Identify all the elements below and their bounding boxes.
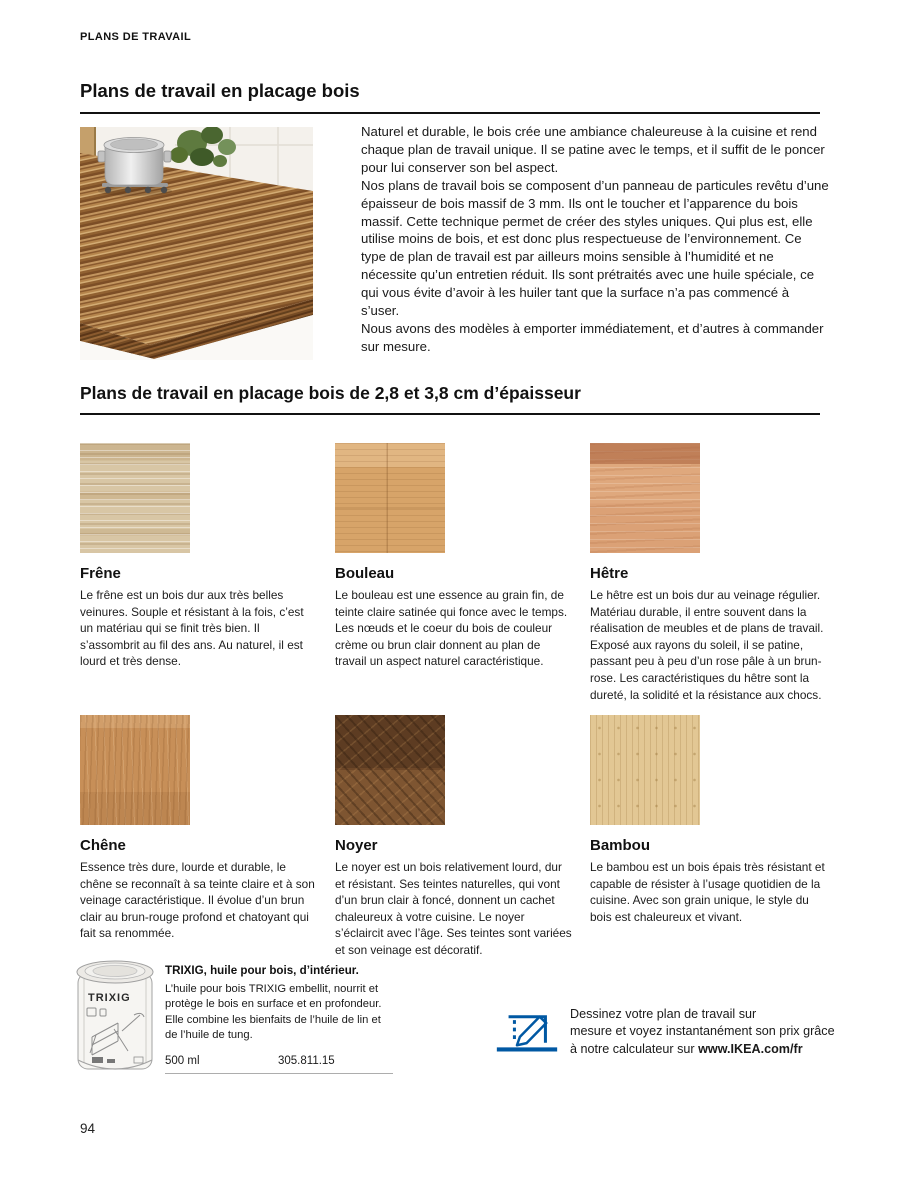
wood-description: Le bambou est un bois épais très résistant et capable de résister à l’usage quotidien de la cuisine. Avec son grain unique, le style du bois est chaleureux et vivant. <box>590 860 825 924</box>
wood-card-bambou <box>590 715 825 959</box>
intro-paragraph: Nos plans de travail bois se composent d’un panneau de particules revêtu d’une épaisseur de bois massif de 3 mm. Ils ont le toucher et l’apparence du bois massif. Cette technique permet de créer des styles uniques. Qui plus est, elle utilise moins de bois, et est donc plus respectueuse de l’environnement. Ce type de plan de travail est par ailleurs moins sensible à l’humidité et ne nécessite qu’un entretien réduit. Ils sont prétraités avec une huile spéciale, ce qui vous évite d’avoir à les huiler tant que la surface n’a pas commencé à s’user. <box>361 177 829 319</box>
wood-description: Le frêne est un bois dur aux très belles veinures. Souple et résistant à la fois, c’est un matériau qui se finit très bien. Il s’assombrit au fil des ans. Au naturel, il est lourd et très dense. <box>80 588 304 669</box>
wood-name: Chêne <box>80 837 126 854</box>
page-kicker: PLANS DE TRAVAIL <box>80 31 192 43</box>
cta-line <box>570 1041 862 1058</box>
intro-text <box>361 123 829 356</box>
intro-paragraph: Nous avons des modèles à emporter immédiatement, et d’autres à commander sur mesure. <box>361 320 824 354</box>
birch-wood-swatch <box>335 443 445 553</box>
wood-description: Essence très dure, lourde et durable, le chêne se reconnaît à sa teinte claire et à son veinage caractéristique. Il évolue d’un brun clair au brun-rouge profond et chatoyant qui fait sa renommée. <box>80 860 315 941</box>
cta-line-prefix: à notre calculateur sur <box>570 1041 695 1056</box>
wood-card-chene <box>80 715 315 959</box>
trixig-product-block <box>165 964 393 1074</box>
wood-card-noyer <box>335 715 570 959</box>
beech-wood-swatch <box>590 443 700 553</box>
steel-pot <box>98 138 171 186</box>
ikea-url-link[interactable]: www.IKEA.com/fr <box>698 1041 803 1056</box>
cta-line: Dessinez votre plan de travail sur <box>570 1007 757 1021</box>
wood-name: Bambou <box>590 837 650 854</box>
can-brand-label: TRIXIG <box>88 992 131 1004</box>
wood-name: Hêtre <box>590 565 629 582</box>
intro-title-block <box>80 80 820 114</box>
product-article-number: 305.811.15 <box>278 1055 335 1068</box>
cta-line: mesure et voyez instantanément son prix grâce <box>570 1024 835 1039</box>
wood-row-2 <box>80 715 825 959</box>
product-size: 500 ml <box>165 1055 200 1068</box>
ash-wood-swatch <box>80 443 190 553</box>
wood-row-1 <box>80 443 825 703</box>
calculator-cta <box>570 1006 862 1058</box>
pencil-drawing-icon <box>496 1007 558 1060</box>
wood-card-hetre <box>590 443 825 703</box>
oil-can-illustration <box>74 957 156 1079</box>
wood-name: Bouleau <box>335 565 395 582</box>
wood-description: Le bouleau est une essence au grain fin, de teinte claire satinée qui fonce avec le temps. Les nœuds et le coeur du bois de couleur crème ou brun clair donnent au plan de travail un aspect naturel caractéristique. <box>335 588 568 669</box>
bamboo-wood-swatch <box>590 715 700 825</box>
page-title: Plans de travail en placage bois <box>80 80 360 101</box>
walnut-wood-swatch <box>335 715 445 825</box>
intro-paragraph: Naturel et durable, le bois crée une ambiance chaleureuse à la cuisine et rend chaque plan de travail unique. Il se patine avec le temps, et il suffit de le poncer pour lui conserver son bel aspect. <box>361 124 825 175</box>
wood-name: Frêne <box>80 565 121 582</box>
product-size-article-row <box>165 1055 393 1074</box>
worktop-photo-illustration <box>80 127 313 360</box>
product-description: L’huile pour bois TRIXIG embellit, nourrit et protège le bois en surface et en profondeur. Elle combine les bienfaits de l’huile de lin et de l’huile de tung. <box>165 983 382 1041</box>
wood-name: Noyer <box>335 837 378 854</box>
wood-description: Le hêtre est un bois dur au veinage régulier. Matériau durable, il entre souvent dans la réalisation de meubles et de plans de travail. Exposé aux rayons du soleil, il se patine, passant peu à peu d’un rose pâle à un brun-rose. Les caractéristiques du hêtre sont la dureté, la solidité et la résistance aux chocs. <box>590 588 824 702</box>
worktop-photo <box>80 127 313 360</box>
wood-card-bouleau <box>335 443 570 703</box>
section-title: Plans de travail en placage bois de 2,8 et 3,8 cm d’épaisseur <box>80 383 581 403</box>
section-title-block <box>80 383 820 415</box>
trixig-oil-can-image <box>74 957 156 1084</box>
wood-description: Le noyer est un bois relativement lourd, dur et résistant. Ses teintes naturelles, qui vont d’un brun clair à foncé, donnent un cachet chaleureux à votre cuisine. Le noyer s’éclaircit avec l’âge. Ses teintes sont variées et son veinage est décoratif. <box>335 860 572 957</box>
page-number: 94 <box>80 1121 96 1136</box>
oak-wood-swatch <box>80 715 190 825</box>
product-title: TRIXIG, huile pour bois, d’intérieur. <box>165 964 359 977</box>
wood-card-frene <box>80 443 315 703</box>
